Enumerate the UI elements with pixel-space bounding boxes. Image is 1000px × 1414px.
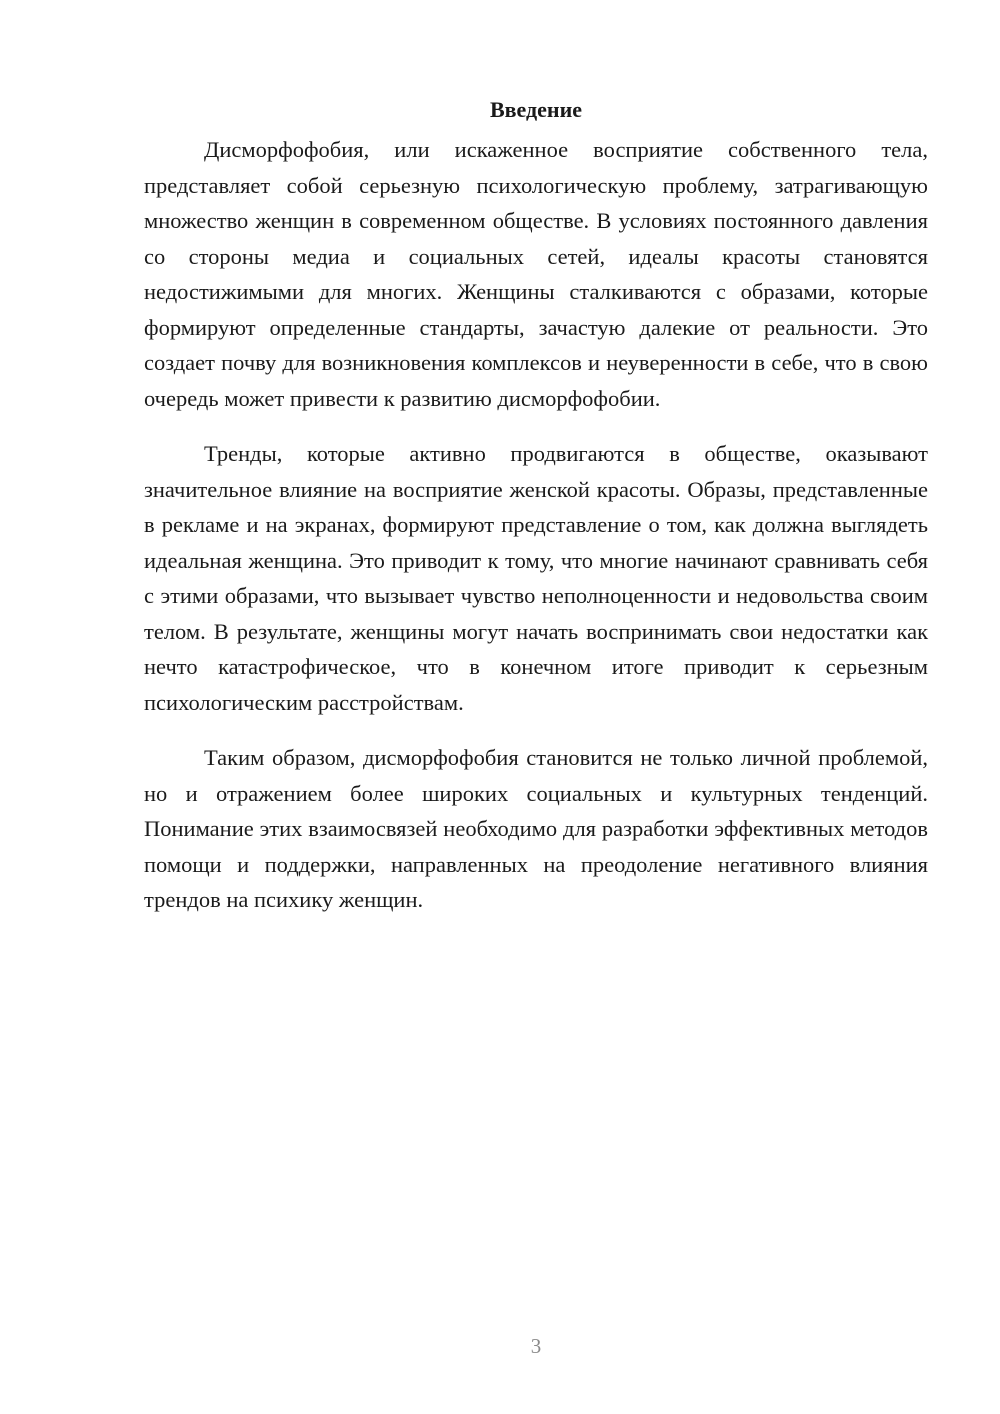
paragraph-3: Таким образом, дисморфофобия становится не только личной проблемой, но и отражением более широких социальных и культурных тенденций. Понимание этих взаимосвязей необходимо для разработки эффективных методов помощи и поддержки, направленных на преодоление негативного влияния трендов на психику женщин. bbox=[144, 745, 928, 912]
page-content bbox=[144, 92, 928, 938]
page-number: 3 bbox=[530, 1334, 542, 1358]
paragraph-2: Тренды, которые активно продвигаются в обществе, оказывают значительное влияние на восприятие женской красоты. Образы, представленные в рекламе и на экранах, формируют представление о том, как должна выглядеть идеальная женщина. Это приводит к тому, что многие начинают сравнивать себя с этими образами, что вызывает чувство неполноценности и недовольства своим телом. В результате, женщины могут начать воспринимать свои недостатки как нечто катастрофическое, что в конечном итоге приводит к серьезным психологическим расстройствам. bbox=[144, 441, 928, 715]
section-heading: Введение bbox=[489, 97, 583, 122]
paragraph-1: Дисморфофобия, или искаженное восприятие собственного тела, представляет собой серьезную психологическую проблему, затрагивающую множество женщин в современном обществе. В условиях постоянного давления со стороны медиа и социальных сетей, идеалы красоты становятся недостижимыми для многих. Женщины сталкиваются с образами, которые формируют определенные стандарты, зачастую далекие от реальности. Это создает почву для возникновения комплексов и неуверенности в себе, что в свою очередь может привести к развитию дисморфофобии. bbox=[144, 137, 928, 411]
